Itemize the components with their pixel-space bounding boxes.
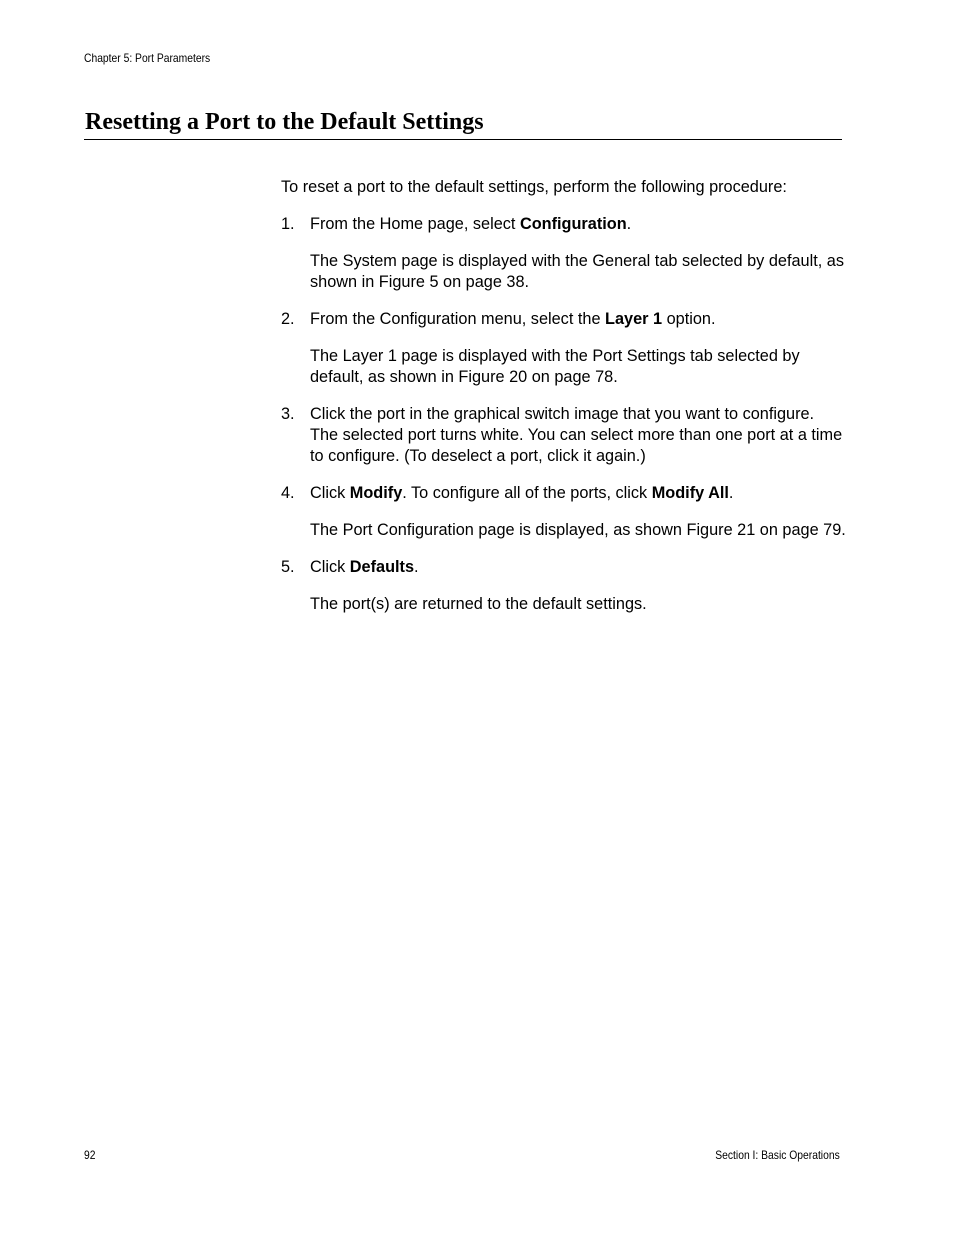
step-text: From the Configuration menu, select the [310,310,606,328]
step-number: 5. [281,558,295,576]
step-number: 4. [281,484,295,502]
step-bold-term: Modify [349,484,403,502]
step-bold-term: Defaults [349,558,415,576]
step-2-result: The Layer 1 page is displayed with the Port Settings tab selected by default, as shown in Figure 20 on page 78. [310,347,800,386]
step-4-result: The Port Configuration page is displayed, as shown Figure 21 on page 79. [310,521,846,539]
procedure-content [281,177,846,631]
step-1 [281,214,846,235]
step-text: option. [662,310,716,328]
step-number: 3. [281,405,295,423]
step-number: 1. [281,215,295,233]
step-text: Click [310,558,350,576]
step-text: . To configure all of the ports, click [402,484,652,502]
step-bold-term: Configuration [519,215,627,233]
step-text: Click the port in the graphical switch image that you want to configure. The selected port turns white. You can select more than one port at a time to configure. (To deselect a port, click it again.) [310,405,843,465]
step-1-result: The System page is displayed with the General tab selected by default, as shown in Figure 5 on page 38. [310,252,844,291]
running-header: Chapter 5: Port Parameters [84,51,211,65]
step-text: Click [310,484,350,502]
step-bold-term: Modify All [651,484,729,502]
step-5-result: The port(s) are returned to the default settings. [310,595,647,613]
step-text: . [626,215,632,233]
step-number: 2. [281,310,295,328]
step-4 [281,483,846,504]
step-bold-term: Layer 1 [605,310,663,328]
title-rule [84,139,842,140]
step-3 [281,404,846,467]
intro-paragraph: To reset a port to the default settings, perform the following procedure: [281,178,787,196]
footer-section-title: Section I: Basic Operations [715,1148,840,1162]
step-2 [281,309,846,330]
footer-page-number: 92 [84,1148,96,1162]
step-text: . [728,484,734,502]
section-title: Resetting a Port to the Default Settings [85,109,484,135]
step-5 [281,557,846,578]
step-text: From the Home page, select [310,215,520,233]
step-text: . [414,558,419,576]
